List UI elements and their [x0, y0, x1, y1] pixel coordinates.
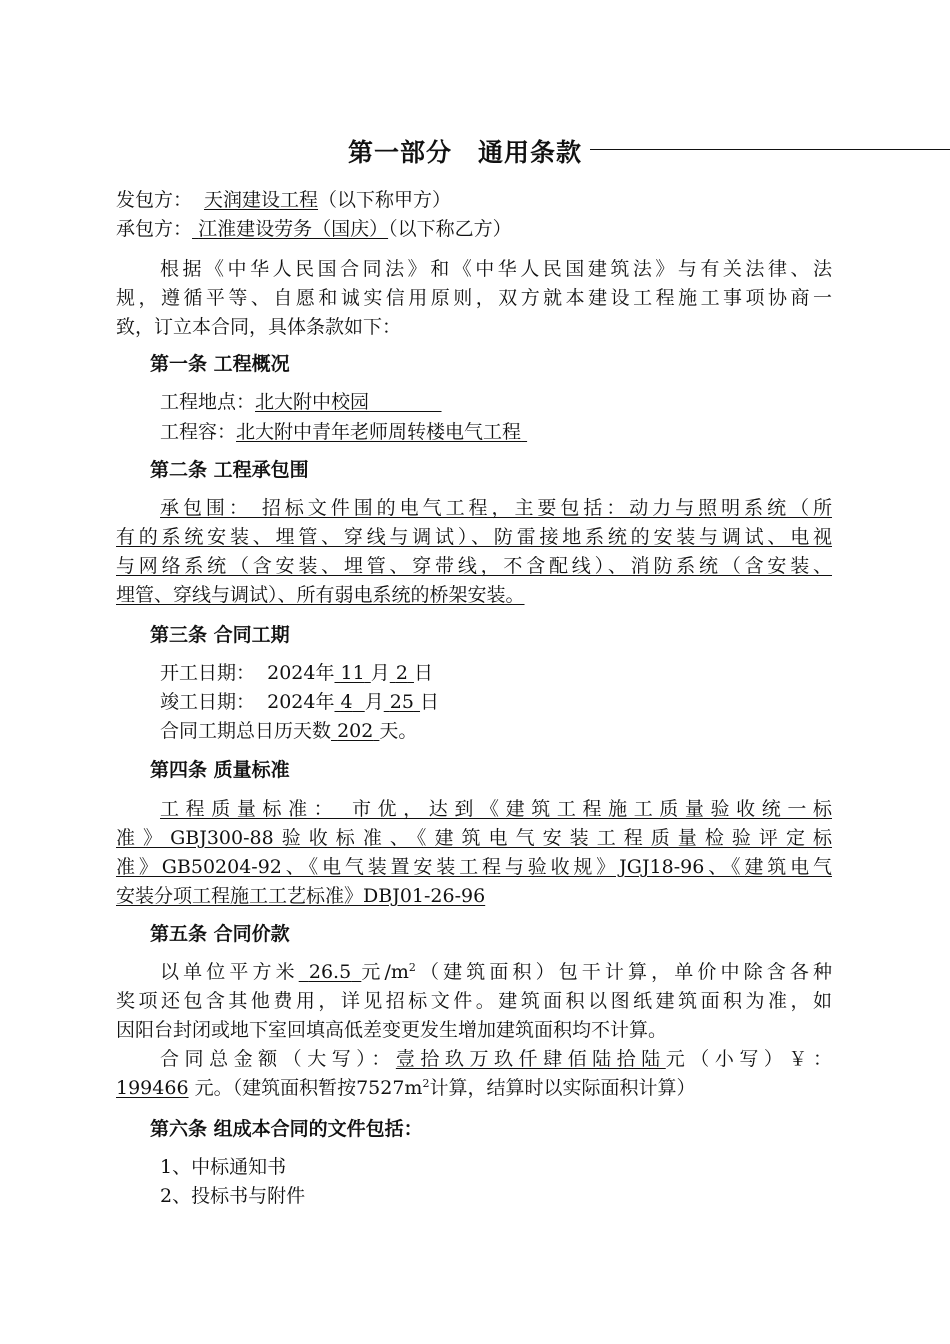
end-month-text: 4 [340, 691, 353, 713]
start-day-text: 2 [395, 662, 408, 684]
preamble-line: 规，遵循平等、自愿和诚实信用原则，双方就本建设工程施工事项协商一 [116, 287, 832, 309]
year-char: 年 [315, 691, 335, 713]
art5-price [116, 958, 832, 1103]
end-year: 2024 [267, 691, 316, 713]
unit-prefix: 以单位平方米 [160, 961, 299, 983]
unit-price-text: 26.5 [308, 961, 352, 983]
total-days-prefix: 合同工期总日历天数 [160, 720, 332, 742]
total-label: 合同总金额（大写）： [160, 1048, 396, 1070]
total-tail: 元。（建筑面积暂按7527m [194, 1077, 423, 1099]
page-title: 第一部分 通用条款 [348, 138, 583, 167]
art1-content [160, 420, 527, 444]
price-line: 因阳台封闭或地下室回填高低差变更发生增加建筑面积均不计算。 [116, 1019, 668, 1041]
end-day [384, 691, 420, 713]
scope-line: 与网络系统（含安装、埋管、穿带线，不含配线）、消防系统（含安装、 [116, 555, 832, 577]
title-rule [590, 149, 950, 150]
end-label: 竣工日期： [160, 691, 256, 713]
scope-line: 埋管、穿线与调试）、所有弱电系统的桥架安装。 [116, 584, 525, 606]
start-day [390, 662, 414, 684]
employer-label: 发包方： [116, 189, 193, 211]
start-month-text: 11 [340, 662, 365, 684]
quality-line: 工程质量标准： 市优，达到《建筑工程施工质量验收统一标 [160, 798, 832, 820]
month-char: 月 [370, 662, 390, 684]
day-char: 日 [420, 691, 440, 713]
start-label: 开工日期： [160, 662, 256, 684]
title-block [0, 133, 950, 169]
doc-list-item: 2、投标书与附件 [160, 1185, 306, 1207]
start-month [334, 662, 370, 684]
scope-line: 承包围： 招标文件围的电气工程，主要包括：动力与照明系统（所 [160, 497, 832, 519]
content-label: 工程容： [160, 421, 237, 443]
total-amount-line [116, 1045, 832, 1074]
quality-line: 准》GB50204-92、《电气装置安装工程与验收规》JGJ18-96、《建筑电气 [116, 856, 832, 878]
preamble-line: 根据《中华人民国合同法》和《中华人民国建筑法》与有关法律、法 [160, 258, 832, 280]
year-char: 年 [315, 662, 335, 684]
employer-note: （以下称甲方） [318, 189, 452, 211]
total-days-text: 202 [337, 720, 374, 742]
unit-sup: 2 [408, 961, 416, 974]
art1-location [160, 390, 442, 414]
art4-quality [116, 795, 832, 911]
location-label: 工程地点： [160, 391, 256, 413]
total-days [331, 720, 379, 742]
start-year: 2024 [267, 662, 316, 684]
doc-list-item: 1、中标通知书 [160, 1156, 287, 1178]
art5-heading: 第五条 合同价款 [150, 923, 290, 945]
quality-line: 准》GBJ300-88验收标准、《建筑电气安装工程质量检验评定标 [116, 827, 832, 849]
price-line [116, 958, 832, 987]
content-value-text: 北大附中青年老师周转楼电气工程 [236, 421, 522, 443]
total-number: 199466 [116, 1077, 189, 1099]
art2-heading: 第二条 工程承包围 [150, 459, 309, 481]
content-value [236, 421, 527, 443]
preamble [116, 255, 832, 342]
total-days-line [160, 719, 417, 743]
total-upper: 壹拾玖万玖仟肆佰陆拾陆 [395, 1048, 666, 1070]
total-days-suffix: 天。 [379, 720, 418, 742]
contractor-line [116, 217, 512, 241]
contractor-name [192, 218, 388, 240]
price-line: 奖项还包含其他费用，详见招标文件。建筑面积以图纸建筑面积为准，如 [116, 990, 832, 1012]
location-value [255, 391, 442, 413]
unit-price [299, 961, 362, 983]
total-tail-sup: 2 [422, 1077, 430, 1090]
total-amount-line-2 [116, 1074, 832, 1103]
contractor-label: 承包方： [116, 218, 193, 240]
unit-suffix: 元/m [361, 961, 409, 983]
total-mid: 元（小写）￥： [665, 1048, 832, 1070]
month-char: 月 [364, 691, 384, 713]
location-value-text: 北大附中校园 [255, 391, 370, 413]
art3-heading: 第三条 合同工期 [150, 624, 290, 646]
employer-name: 天润建设工程 [204, 189, 319, 211]
start-date-line [160, 661, 433, 685]
contractor-name-text: 江淮建设劳务（国庆） [198, 218, 389, 240]
art1-heading: 第一条 工程概况 [150, 353, 290, 375]
total-tail-b: 计算，结算时以实际面积计算） [429, 1077, 696, 1099]
unit-suffix-b: （建筑面积）包干计算，单价中除含各种 [415, 961, 832, 983]
employer-line [116, 188, 451, 212]
end-month [334, 691, 364, 713]
end-date-line [160, 690, 439, 714]
scope-line: 有的系统安装、埋管、穿线与调试）、防雷接地系统的安装与调试、电视 [116, 526, 832, 548]
quality-line: 安装分项工程施工工艺标准》DBJ01-26-96 [116, 885, 486, 907]
art6-heading: 第六条 组成本合同的文件包括： [150, 1118, 423, 1140]
preamble-line: 致，订立本合同，具体条款如下： [116, 316, 402, 338]
art2-scope [116, 494, 832, 610]
end-day-text: 25 [389, 691, 414, 713]
contractor-note: （以下称乙方） [388, 218, 512, 240]
day-char: 日 [413, 662, 433, 684]
art4-heading: 第四条 质量标准 [150, 759, 290, 781]
